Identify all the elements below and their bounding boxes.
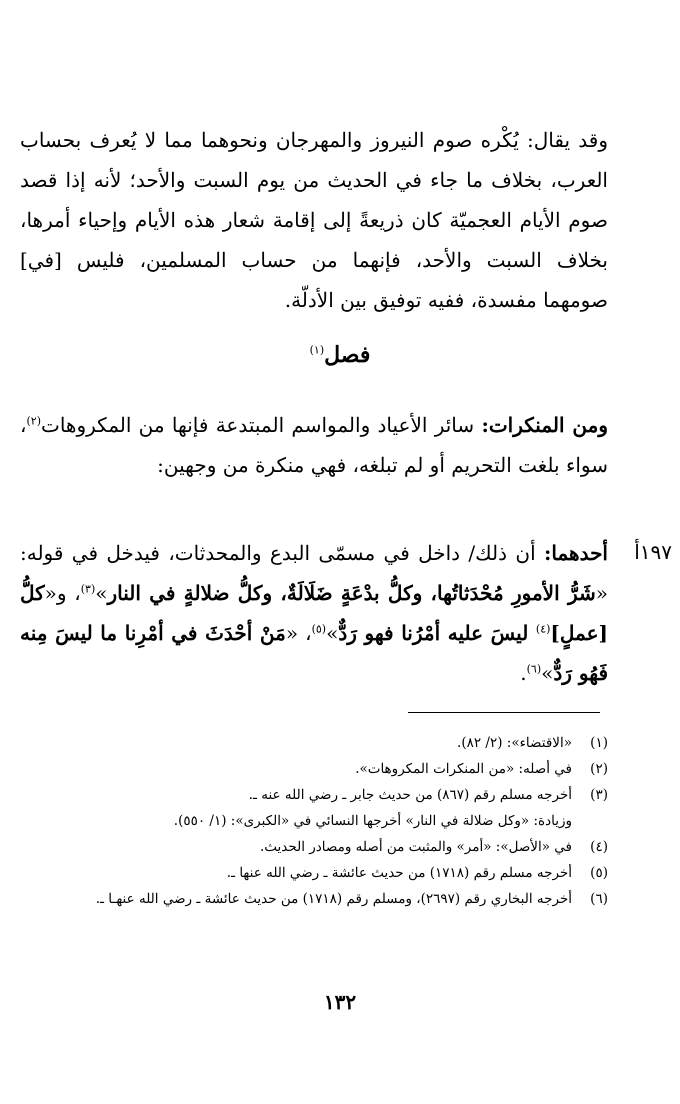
paragraph-3-text-a: أن ذلك/ داخل في مسمّى البدع والمحدثات، فيدخل في قوله: « (20, 541, 608, 605)
footnote-text: في «الأصل»: «أمر» والمثبت من أصله ومصادر الحديث. (260, 839, 572, 855)
paragraph-3-lead: أحدهما: (543, 541, 608, 565)
footnote-ref-3: (٣) (80, 582, 96, 596)
hadith-quote-2: كلُّ [عملٍ] (20, 581, 608, 645)
footnote-number: (١) (590, 735, 608, 751)
footnote-ref-6: (٦) (526, 662, 542, 676)
section-heading (0, 342, 680, 368)
hadith-quote-2-rest: ليسَ عليه أمْرُنا فهو رَدٌّ (338, 621, 536, 645)
page-number: ١٣٢ (323, 990, 357, 1014)
footnote-text: وزيادة: «وكل ضلالة في النار» أخرجها النسائي في «الكبرى»: (١/ ٥٥٠). (173, 813, 572, 829)
paragraph-2-lead: ومن المنكرات: (481, 413, 609, 437)
hadith-quote-1: شَرُّ الأمورِ مُحْدَثاتُها، وكلُّ بدْعَةٍ ضَلَالَةٌ، وكلُّ ضلالةٍ في النار (107, 581, 596, 605)
paragraph-3-text-b: ، و« (44, 581, 81, 605)
footnote-1 (30, 730, 608, 756)
paragraph-2-text-a: سائر الأعياد والمواسم المبتدعة فإنها من المكروهات (40, 413, 482, 437)
quote-1-close: » (95, 581, 108, 605)
footnote-text: أخرجه مسلم رقم (١٧١٨) من حديث عائشة ـ رضي الله عنها ـ. (226, 865, 572, 881)
paragraph-2 (20, 405, 608, 485)
manuscript-folio-marker: ١٩٧أ (634, 540, 672, 564)
footnote-4 (30, 834, 608, 860)
footnote-2 (30, 756, 608, 782)
footnote-number: (٣) (590, 787, 608, 803)
footnote-ref-1: (١) (309, 343, 325, 357)
paragraph-2-text-b: ، سواء بلغت التحريم أو لم تبلغه، فهي منكرة من وجهين: (20, 413, 608, 477)
paragraph-3 (20, 533, 608, 693)
footnote-text: أخرجه مسلم رقم (٨٦٧) من حديث جابر ـ رضي الله عنه ـ. (248, 787, 572, 803)
footnote-number: (٥) (590, 865, 608, 881)
paragraph-1 (20, 120, 608, 320)
footnote-3 (30, 782, 608, 808)
footnote-5 (30, 860, 608, 886)
footnotes (30, 730, 608, 912)
footnote-ref-2: (٢) (26, 414, 41, 428)
footnote-number: (٦) (590, 891, 608, 907)
paragraph-1-text: وقد يقال: يُكْره صوم النيروز والمهرجان ونحوهما مما لا يُعرف بحساب العرب، بخلاف ما جاء في الحديث من يوم السبت والأحد؛ لأنه إذا قصد صوم الأيام العجميّة كان ذريعةً إلى إقامة شعار هذه الأيام وإحياء أمرها، بخلاف السبت والأحد، فإنهما من حساب المسلمين، فليس [في] صومهما مفسدة، ففيه توفيق بين الأدلّة. (20, 128, 608, 312)
footnote-ref-5: (٥) (311, 622, 327, 636)
footnote-text: في أصله: «من المنكرات المكروهات». (355, 761, 572, 777)
hadith-quote-3: مَنْ أحْدَثَ في أمْرِنا ما ليسَ مِنه فَهُو رَدٌّ (20, 621, 608, 685)
footnote-3-continuation (30, 808, 608, 834)
section-heading-title: فصل (324, 342, 371, 368)
quote-2-close: » (326, 621, 339, 645)
footnote-separator (408, 712, 600, 713)
paragraph-3-text-c: ، « (285, 621, 312, 645)
quote-3-close: » (541, 661, 554, 685)
footnote-ref-4: (٤) (535, 622, 551, 636)
footnote-text: «الاقتضاء»: (٢/ ٨٢). (457, 735, 572, 751)
paragraph-3-end: . (520, 661, 527, 685)
footnote-text: أخرجه البخاري رقم (٢٦٩٧)، ومسلم رقم (١٧١٨) من حديث عائشة ـ رضي الله عنهـا ـ. (95, 891, 572, 907)
footnote-number: (٢) (590, 761, 608, 777)
footnote-number: (٤) (590, 839, 608, 855)
footnote-6 (30, 886, 608, 912)
